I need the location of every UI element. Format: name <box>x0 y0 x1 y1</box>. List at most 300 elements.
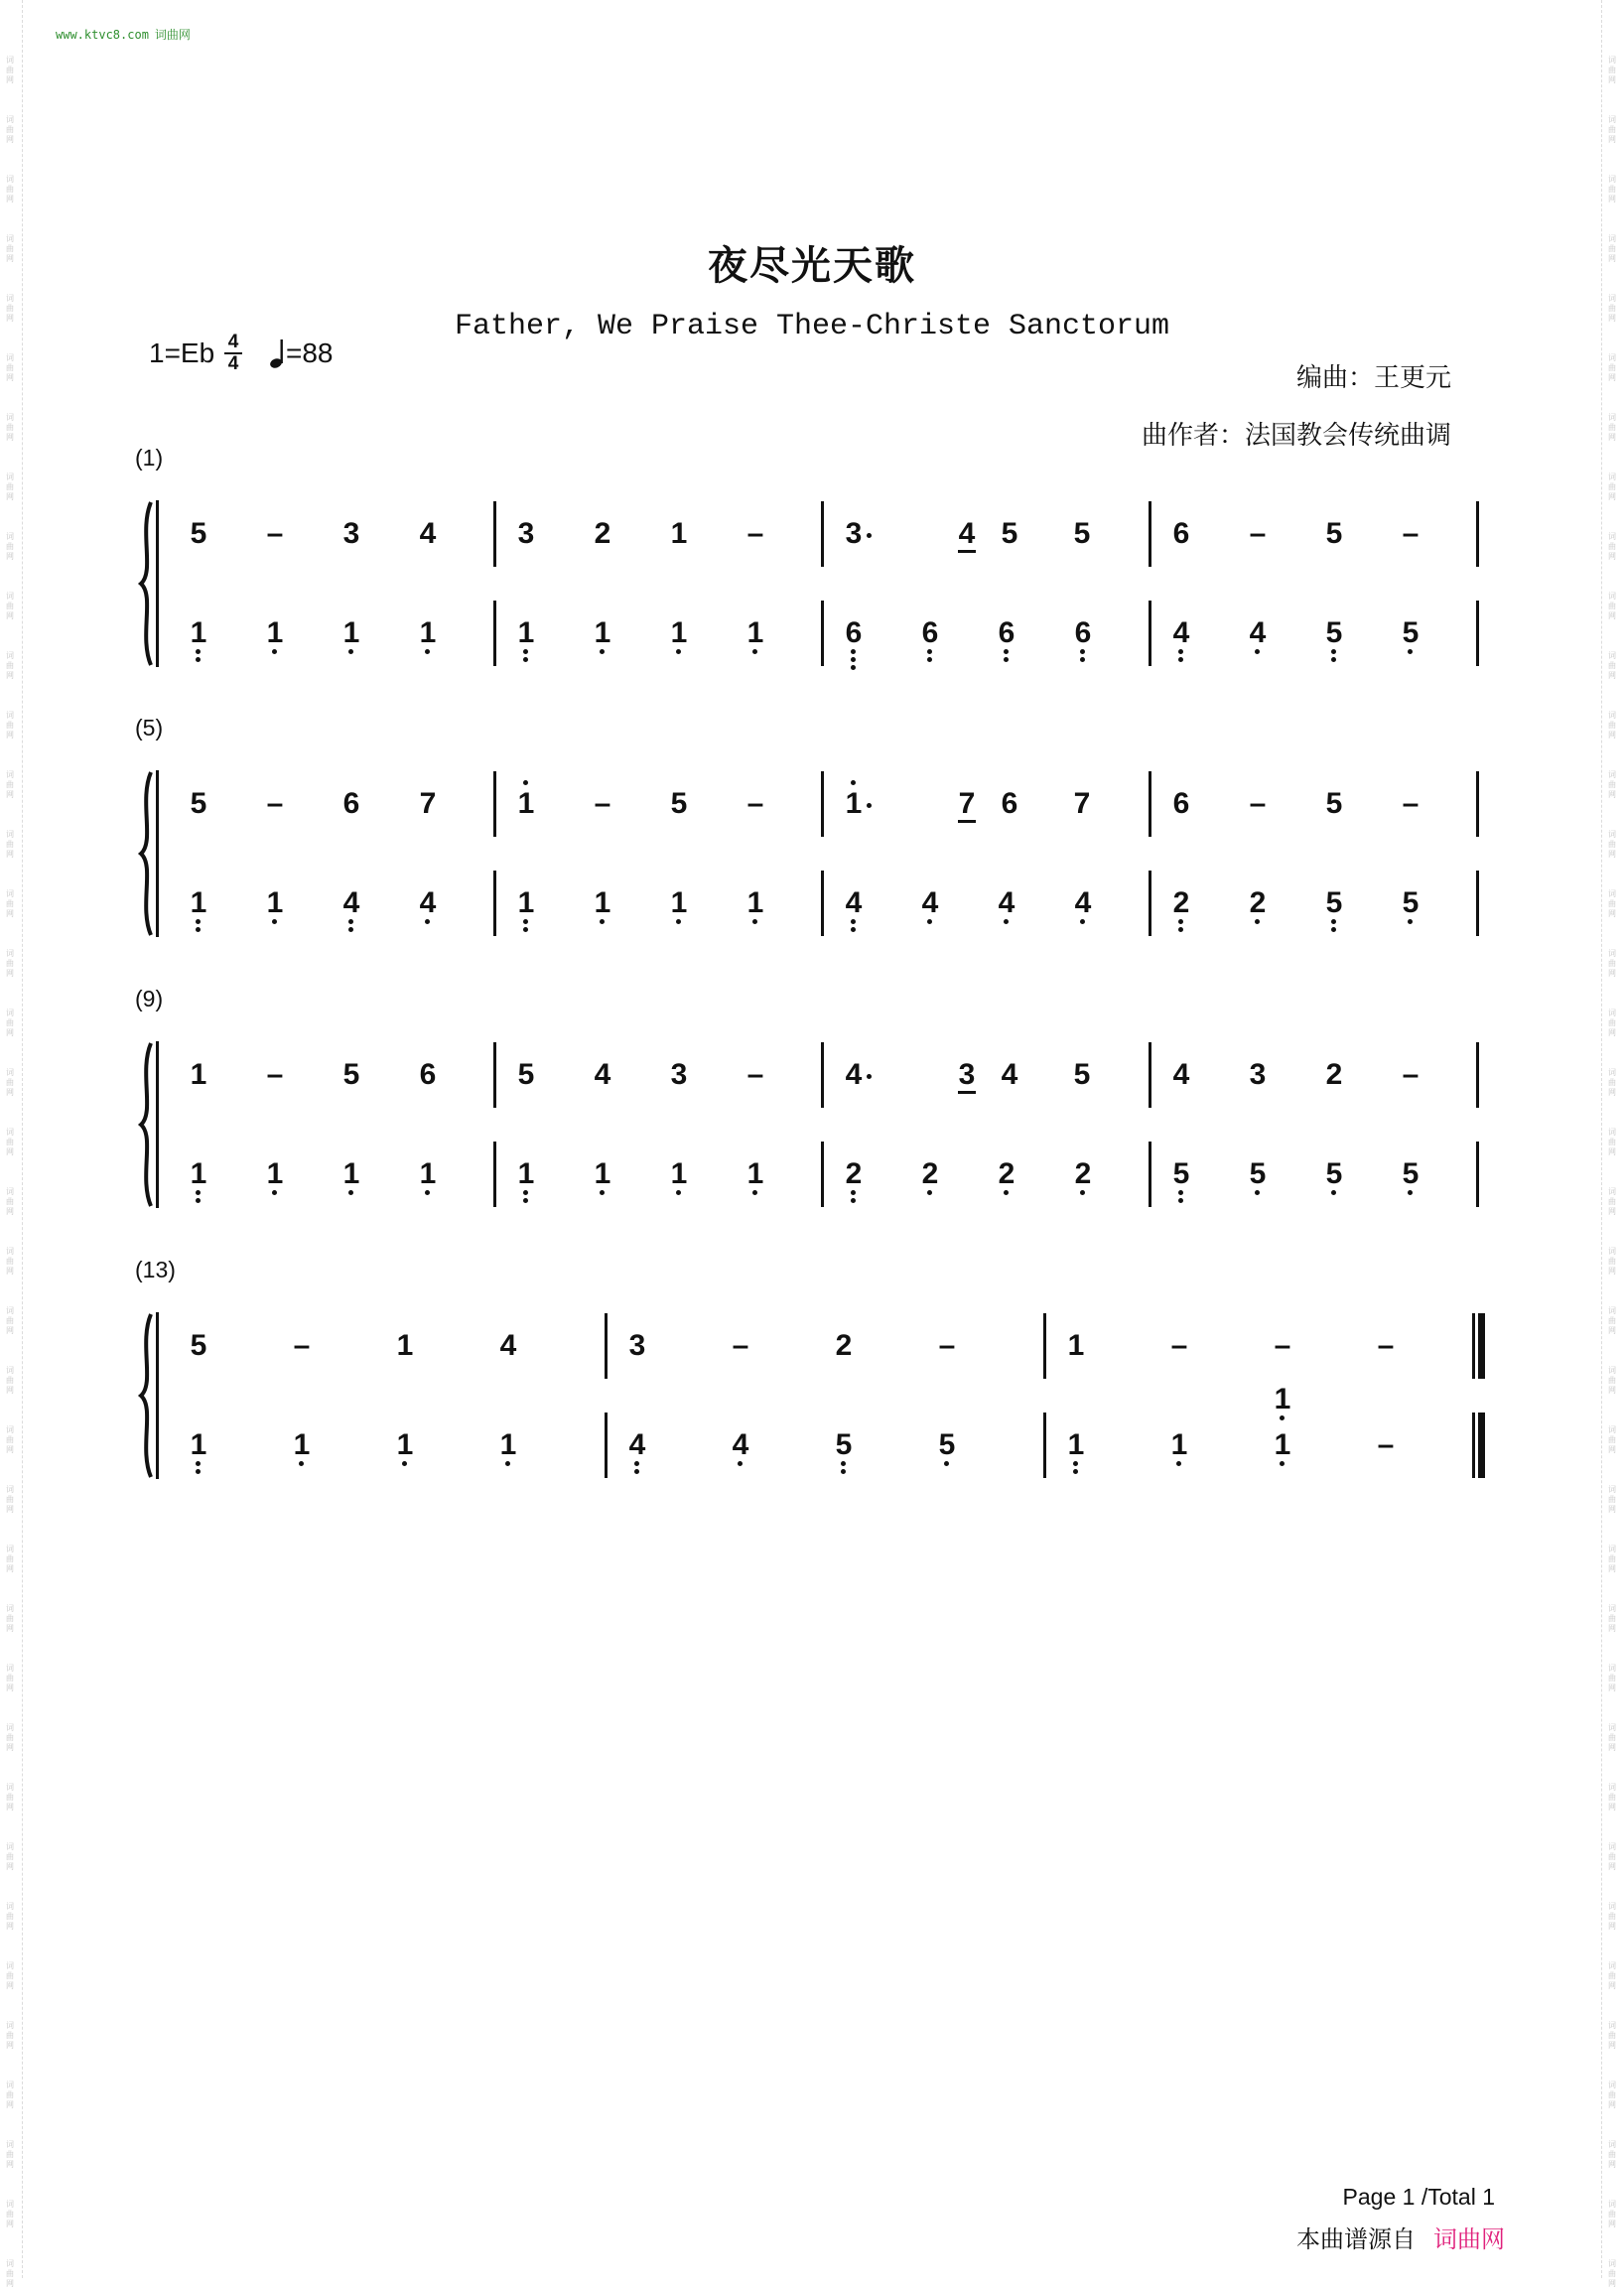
octave-down-dot <box>1331 919 1336 924</box>
jianpu-note: 1 <box>659 1159 699 1189</box>
octave-down-dot <box>1004 1190 1009 1195</box>
song-title: 夜尽光天歌 <box>708 243 916 289</box>
watermark-char: 词 <box>1608 711 1616 720</box>
jianpu-note: 1 <box>506 1159 546 1189</box>
system-start-line <box>156 1312 159 1479</box>
source-credit-prefix: 本曲谱源自 <box>1296 2225 1416 2253</box>
watermark-char: 曲 <box>1608 780 1616 789</box>
watermark-chip <box>1605 1128 1619 1157</box>
octave-down-dot <box>1178 657 1183 662</box>
watermark-char: 词 <box>1608 1664 1616 1673</box>
watermark-chip <box>3 1068 17 1098</box>
watermark-char: 网 <box>6 1683 14 1692</box>
octave-down-dot <box>676 1190 681 1195</box>
watermark-chip <box>3 413 17 443</box>
sustain-dash: – <box>746 517 764 550</box>
octave-down-dot <box>944 1461 949 1466</box>
watermark-char: 词 <box>1608 115 1616 124</box>
watermark-chip <box>1605 115 1619 145</box>
watermark-char: 词 <box>6 234 14 243</box>
watermark-char: 网 <box>6 1207 14 1216</box>
jianpu-note: 1 <box>282 1430 322 1460</box>
source-credit-brand[interactable]: 词曲网 <box>1433 2225 1505 2253</box>
watermark-char: 曲 <box>6 1257 14 1266</box>
watermark-char: 词 <box>1608 2140 1616 2149</box>
barline <box>821 871 824 936</box>
octave-down-dot <box>272 649 277 654</box>
watermark-char: 词 <box>1608 1425 1616 1434</box>
watermark-char: 曲 <box>6 1674 14 1683</box>
watermark-char: 曲 <box>6 1971 14 1980</box>
watermark-chip <box>1605 592 1619 621</box>
jianpu-note: 2 <box>910 1159 950 1189</box>
source-url-text[interactable]: www.ktvc8.com <box>56 28 149 42</box>
watermark-chip <box>3 1425 17 1455</box>
jianpu-note: 1 <box>736 618 775 648</box>
watermark-char: 词 <box>6 770 14 779</box>
barline <box>1476 871 1479 936</box>
watermark-char: 词 <box>6 1366 14 1375</box>
octave-down-dot <box>523 919 528 924</box>
watermark-char: 词 <box>1608 1723 1616 1732</box>
watermark-char: 曲 <box>1608 1733 1616 1742</box>
jianpu-note: 1 <box>506 618 546 648</box>
octave-down-dot <box>1331 1190 1336 1195</box>
octave-down-dot <box>1178 1198 1183 1203</box>
watermark-chip <box>3 1187 17 1217</box>
system-number: (1) <box>135 445 164 471</box>
octave-down-dot <box>927 919 932 924</box>
jianpu-note: 7 <box>958 787 976 820</box>
watermark-char: 网 <box>1608 1683 1616 1692</box>
watermark-char: 词 <box>6 1306 14 1315</box>
watermark-char: 曲 <box>1608 363 1616 372</box>
watermark-chip <box>3 532 17 562</box>
watermark-char: 网 <box>6 850 14 859</box>
watermark-char: 词 <box>1608 949 1616 958</box>
system-start-line <box>156 500 159 667</box>
watermark-char: 网 <box>6 1922 14 1931</box>
watermark-char: 曲 <box>1608 125 1616 134</box>
octave-up-dot <box>851 780 856 785</box>
octave-down-dot <box>523 1198 528 1203</box>
watermark-chip <box>1605 651 1619 681</box>
barline <box>821 601 824 666</box>
jianpu-note: 2 <box>1063 1159 1103 1189</box>
jianpu-note: 1 <box>255 888 295 918</box>
sustain-dash: – <box>1249 517 1267 550</box>
watermark-char: 网 <box>6 790 14 799</box>
watermark-char: 曲 <box>1608 2210 1616 2219</box>
jianpu-note: 5 <box>190 517 207 550</box>
octave-down-dot <box>348 927 353 932</box>
octave-down-dot <box>272 1190 277 1195</box>
jianpu-note: 5 <box>1325 517 1343 550</box>
tempo-value: =88 <box>286 337 334 368</box>
watermark-char: 曲 <box>1608 1495 1616 1504</box>
jianpu-note: 6 <box>910 618 950 648</box>
barline <box>605 1413 608 1478</box>
octave-down-dot <box>523 927 528 932</box>
watermark-chip <box>3 472 17 502</box>
watermark-chip <box>3 949 17 979</box>
watermark-char: 词 <box>6 413 14 422</box>
watermark-char: 词 <box>6 1485 14 1494</box>
watermark-char: 曲 <box>6 2150 14 2159</box>
augmentation-dot <box>867 533 872 538</box>
watermark-char: 网 <box>1608 1326 1616 1335</box>
jianpu-note: 1 <box>1263 1430 1302 1460</box>
watermark-chip <box>3 2021 17 2051</box>
watermark-chip <box>3 1783 17 1813</box>
octave-down-dot <box>841 1461 846 1466</box>
watermark-char: 曲 <box>6 1435 14 1444</box>
watermark-char: 词 <box>6 830 14 839</box>
octave-down-dot <box>600 919 605 924</box>
jianpu-note: 6 <box>1001 787 1018 820</box>
jianpu-note: 4 <box>617 1430 657 1460</box>
octave-down-dot <box>1178 649 1183 654</box>
jianpu-note: 4 <box>1161 618 1201 648</box>
watermark-char: 网 <box>6 611 14 620</box>
watermark-char: 网 <box>1608 969 1616 978</box>
watermark-char: 曲 <box>1608 1435 1616 1444</box>
watermark-char: 曲 <box>1608 2269 1616 2278</box>
watermark-char: 曲 <box>1608 1971 1616 1980</box>
octave-down-dot <box>1073 1469 1078 1474</box>
watermark-char: 词 <box>6 2021 14 2030</box>
sustain-dash: – <box>266 1058 284 1091</box>
watermark-chip <box>1605 1187 1619 1217</box>
watermark-chip <box>1605 2140 1619 2170</box>
watermark-char: 网 <box>6 1803 14 1812</box>
watermark-char: 曲 <box>1608 1674 1616 1683</box>
octave-down-dot <box>1408 649 1413 654</box>
octave-down-dot <box>1280 1461 1285 1466</box>
octave-down-dot <box>752 649 757 654</box>
jianpu-note: 6 <box>342 787 360 820</box>
watermark-chip <box>3 1306 17 1336</box>
octave-down-dot <box>841 1469 846 1474</box>
watermark-char: 网 <box>1608 731 1616 740</box>
watermark-chip <box>3 1723 17 1753</box>
watermark-char: 网 <box>6 75 14 84</box>
jianpu-note: 5 <box>1314 888 1354 918</box>
source-url[interactable] <box>56 26 191 43</box>
watermark-chip <box>1605 711 1619 741</box>
jianpu-note: 3 <box>845 517 863 550</box>
watermark-char: 词 <box>1608 472 1616 481</box>
watermark-char: 曲 <box>6 1614 14 1623</box>
barline <box>1043 1313 1046 1379</box>
watermark-char: 曲 <box>1608 1316 1616 1325</box>
jianpu-note: 5 <box>1314 1159 1354 1189</box>
watermark-char: 曲 <box>6 2269 14 2278</box>
system-start-line <box>156 770 159 937</box>
jianpu-note: 5 <box>824 1430 864 1460</box>
watermark-chip <box>1605 1902 1619 1932</box>
watermark-char: 网 <box>1608 1088 1616 1097</box>
watermark-char: 网 <box>6 1147 14 1156</box>
jianpu-note: 5 <box>1391 888 1430 918</box>
watermark-char: 网 <box>6 2220 14 2228</box>
watermark-char: 网 <box>1608 254 1616 263</box>
octave-down-dot <box>1255 919 1260 924</box>
watermark-char: 网 <box>6 1564 14 1573</box>
watermark-char: 网 <box>6 1386 14 1395</box>
jianpu-note: 1 <box>506 888 546 918</box>
page-count: Page 1 /Total 1 <box>1342 2184 1495 2210</box>
octave-down-dot <box>1178 919 1183 924</box>
watermark-char: 词 <box>6 1545 14 1553</box>
jianpu-note: 1 <box>488 1430 528 1460</box>
jianpu-note: 3 <box>670 1058 688 1091</box>
jianpu-note: 1 <box>179 618 218 648</box>
watermark-char: 词 <box>6 889 14 898</box>
watermark-char: 网 <box>6 135 14 144</box>
watermark-chip <box>1605 1783 1619 1813</box>
watermark-chip <box>1605 1604 1619 1634</box>
watermark-char: 词 <box>1608 1009 1616 1017</box>
watermark-char: 网 <box>6 1088 14 1097</box>
octave-down-dot <box>1176 1461 1181 1466</box>
watermark-char: 词 <box>6 532 14 541</box>
jianpu-note: 1 <box>332 618 371 648</box>
watermark-char: 词 <box>1608 1187 1616 1196</box>
source-site-name[interactable]: 词曲网 <box>154 28 191 42</box>
time-signature-bottom: 4 <box>227 353 239 374</box>
watermark-char: 网 <box>1608 1862 1616 1871</box>
octave-down-dot <box>196 657 201 662</box>
jianpu-note: 4 <box>1172 1058 1190 1091</box>
watermark-char: 曲 <box>1608 959 1616 968</box>
jianpu-note: 2 <box>1325 1058 1343 1091</box>
octave-down-dot <box>634 1469 639 1474</box>
octave-down-dot <box>348 1190 353 1195</box>
barline <box>1476 1142 1479 1207</box>
watermark-char: 词 <box>6 651 14 660</box>
watermark-char: 词 <box>1608 1545 1616 1553</box>
watermark-char: 曲 <box>1608 1376 1616 1385</box>
sustain-dash: – <box>266 787 284 820</box>
watermark-char: 词 <box>1608 889 1616 898</box>
watermark-char: 曲 <box>1608 661 1616 670</box>
watermark-char: 词 <box>6 1961 14 1970</box>
octave-down-dot <box>1080 649 1085 654</box>
watermark-chip <box>1605 532 1619 562</box>
watermark-char: 曲 <box>1608 542 1616 551</box>
watermark-chip <box>3 1485 17 1515</box>
watermark-chip <box>3 2259 17 2289</box>
watermark-char: 曲 <box>1608 1138 1616 1146</box>
jianpu-note: 1 <box>179 1430 218 1460</box>
watermark-char: 网 <box>1608 2279 1616 2288</box>
watermark-char: 词 <box>6 294 14 303</box>
jianpu-note: 4 <box>910 888 950 918</box>
watermark-char: 词 <box>1608 353 1616 362</box>
jianpu-note: 2 <box>594 517 611 550</box>
watermark-char: 曲 <box>6 1495 14 1504</box>
watermark-char: 曲 <box>6 363 14 372</box>
watermark-char: 曲 <box>1608 1912 1616 1921</box>
jianpu-note: 5 <box>1161 1159 1201 1189</box>
watermark-chip <box>3 1961 17 1991</box>
watermark-chip <box>1605 175 1619 204</box>
watermark-char: 词 <box>1608 2021 1616 2030</box>
jianpu-note: 1 <box>255 618 295 648</box>
watermark-char: 词 <box>1608 2259 1616 2268</box>
watermark-char: 曲 <box>1608 2150 1616 2159</box>
jianpu-note: 2 <box>834 1159 874 1189</box>
watermark-char: 曲 <box>1608 721 1616 730</box>
octave-down-dot <box>196 927 201 932</box>
jianpu-note: 5 <box>1001 517 1018 550</box>
watermark-chip <box>1605 2259 1619 2289</box>
jianpu-note: 1 <box>408 1159 448 1189</box>
watermark-char: 曲 <box>6 840 14 849</box>
octave-down-dot <box>1080 657 1085 662</box>
watermark-char: 曲 <box>6 959 14 968</box>
watermark-char: 词 <box>6 1723 14 1732</box>
eighth-underline <box>958 550 976 553</box>
jianpu-note: 1 <box>332 1159 371 1189</box>
jianpu-note: 1 <box>255 1159 295 1189</box>
jianpu-note: 4 <box>1001 1058 1018 1091</box>
watermark-char: 词 <box>6 115 14 124</box>
jianpu-note: 6 <box>987 618 1026 648</box>
jianpu-note: 1 <box>385 1430 425 1460</box>
watermark-char: 网 <box>6 552 14 561</box>
watermark-chip <box>1605 1723 1619 1753</box>
watermark-char: 网 <box>1608 492 1616 501</box>
watermark-char: 网 <box>6 969 14 978</box>
watermark-char: 网 <box>6 314 14 323</box>
watermark-char: 词 <box>1608 1902 1616 1911</box>
jianpu-note: 5 <box>517 1058 535 1091</box>
barline <box>1043 1413 1046 1478</box>
barline <box>493 1042 496 1108</box>
watermark-char: 曲 <box>1608 66 1616 74</box>
watermark-char: 网 <box>6 195 14 203</box>
watermark-chip <box>1605 1545 1619 1574</box>
system-number: (13) <box>135 1257 176 1282</box>
song-subtitle: Father, We Praise Thee-Christe Sanctorum <box>454 310 1170 343</box>
octave-down-dot <box>196 1198 201 1203</box>
sustain-dash: – <box>938 1329 956 1362</box>
octave-up-dot <box>523 780 528 785</box>
jianpu-note: 1 <box>736 888 775 918</box>
watermark-char: 曲 <box>6 304 14 313</box>
watermark-char: 曲 <box>6 542 14 551</box>
barline <box>821 1142 824 1207</box>
watermark-char: 词 <box>1608 1485 1616 1494</box>
watermark-char: 曲 <box>6 1376 14 1385</box>
watermark-char: 曲 <box>6 1554 14 1563</box>
watermark-char: 词 <box>6 2259 14 2268</box>
watermark-chip <box>1605 770 1619 800</box>
octave-down-dot <box>425 649 430 654</box>
watermark-char: 曲 <box>6 2210 14 2219</box>
watermark-char: 曲 <box>1608 1018 1616 1027</box>
jianpu-note: 1 <box>583 618 622 648</box>
octave-down-dot <box>196 649 201 654</box>
octave-down-dot <box>348 919 353 924</box>
watermark-char: 网 <box>1608 1743 1616 1752</box>
octave-down-dot <box>1080 919 1085 924</box>
watermark-char: 词 <box>1608 1306 1616 1315</box>
watermark-chip <box>1605 1485 1619 1515</box>
jianpu-note: 4 <box>499 1329 517 1362</box>
octave-down-dot <box>927 649 932 654</box>
watermark-char: 曲 <box>6 2031 14 2040</box>
watermark-char: 网 <box>6 1326 14 1335</box>
watermark-char: 曲 <box>1608 602 1616 610</box>
jianpu-note: 6 <box>419 1058 437 1091</box>
watermark-chip <box>3 2200 17 2229</box>
watermark-chip <box>3 1604 17 1634</box>
jianpu-note: 5 <box>1073 1058 1091 1091</box>
watermark-char: 网 <box>6 1743 14 1752</box>
watermark-char: 网 <box>6 1624 14 1633</box>
watermark-char: 网 <box>1608 611 1616 620</box>
watermark-chip <box>1605 1247 1619 1277</box>
octave-down-dot <box>927 1190 932 1195</box>
watermark-char: 网 <box>1608 2220 1616 2228</box>
jianpu-note: 6 <box>1172 517 1190 550</box>
system-number: (5) <box>135 715 164 741</box>
watermark-char: 曲 <box>6 66 14 74</box>
octave-down-dot <box>1331 649 1336 654</box>
watermark-chip <box>1605 2021 1619 2051</box>
jianpu-note: 4 <box>332 888 371 918</box>
watermark-char: 网 <box>1608 1267 1616 1276</box>
watermark-char: 词 <box>6 592 14 601</box>
barline <box>1149 1142 1151 1207</box>
barline <box>493 501 496 567</box>
jianpu-note: 4 <box>721 1430 760 1460</box>
barline <box>493 601 496 666</box>
jianpu-note: 1 <box>1159 1430 1199 1460</box>
watermark-char: 曲 <box>6 1733 14 1742</box>
watermark-char: 曲 <box>1608 1554 1616 1563</box>
watermark-char: 词 <box>1608 1068 1616 1077</box>
watermark-char: 网 <box>1608 195 1616 203</box>
octave-down-dot <box>676 919 681 924</box>
sustain-dash: – <box>1402 1058 1420 1091</box>
watermark-chip <box>3 1902 17 1932</box>
watermark-char: 曲 <box>6 1852 14 1861</box>
watermark-char: 曲 <box>6 661 14 670</box>
barline <box>493 1142 496 1207</box>
augmentation-dot <box>867 803 872 808</box>
jianpu-note: 1 <box>190 1058 207 1091</box>
watermark-chip <box>1605 1366 1619 1396</box>
sustain-dash: – <box>1377 1329 1395 1362</box>
watermark-char: 网 <box>1608 1207 1616 1216</box>
key-signature: 1=Eb <box>149 337 215 368</box>
watermark-char: 词 <box>6 1842 14 1851</box>
watermark-char: 网 <box>6 671 14 680</box>
jianpu-note: 4 <box>987 888 1026 918</box>
watermark-char: 曲 <box>1608 482 1616 491</box>
watermark-char: 网 <box>6 1028 14 1037</box>
watermark-char: 词 <box>6 353 14 362</box>
watermark-char: 网 <box>6 2160 14 2169</box>
watermark-char: 词 <box>6 2081 14 2089</box>
jianpu-note: 5 <box>1391 1159 1430 1189</box>
sustain-dash: – <box>1402 517 1420 550</box>
jianpu-note: 1 <box>659 618 699 648</box>
